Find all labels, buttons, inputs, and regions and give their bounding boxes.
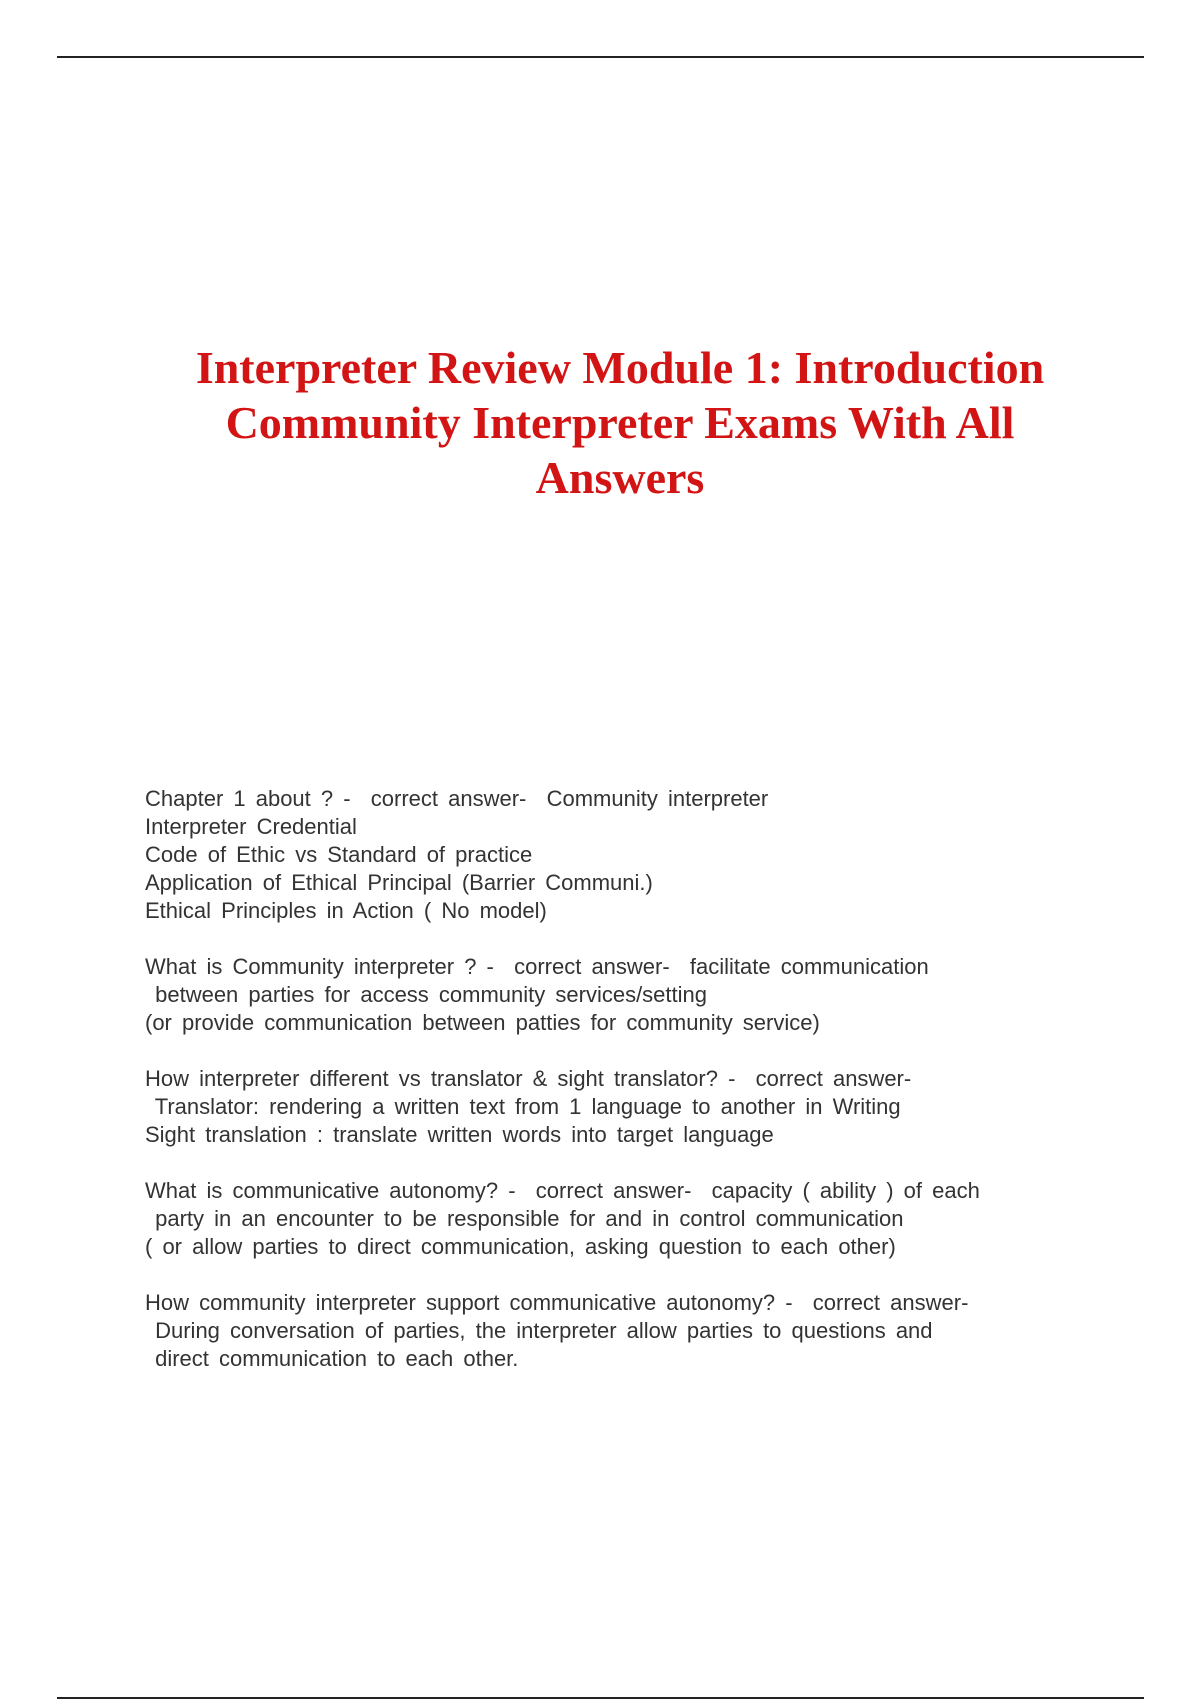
qa-line: Translator: rendering a written text from 1 language to another in Writing	[145, 1094, 901, 1119]
top-rule	[57, 56, 1144, 58]
qa-list	[145, 785, 1105, 1401]
qa-line: ( or allow parties to direct communication, asking question to each other)	[145, 1234, 896, 1259]
qa-line: Chapter 1 about ? - correct answer- Community interpreter	[145, 786, 769, 811]
qa-line: between parties for access community services/setting	[145, 982, 708, 1007]
qa-item-communicative-autonomy	[145, 1177, 1105, 1261]
document-title	[130, 340, 1110, 505]
qa-line: Application of Ethical Principal (Barrier Communi.)	[145, 870, 653, 895]
qa-item-support-autonomy	[145, 1289, 1105, 1373]
qa-line: (or provide communication between patties for community service)	[145, 1010, 820, 1035]
qa-item-chapter-1	[145, 785, 1105, 925]
title-line: Community Interpreter Exams With All	[225, 397, 1015, 448]
qa-line: Interpreter Credential	[145, 814, 357, 839]
qa-line: direct communication to each other.	[145, 1346, 519, 1371]
title-line: Interpreter Review Module 1: Introduction	[195, 342, 1045, 393]
qa-line: Ethical Principles in Action ( No model)	[145, 898, 547, 923]
qa-line: Code of Ethic vs Standard of practice	[145, 842, 533, 867]
qa-item-community-interpreter	[145, 953, 1105, 1037]
qa-line: What is communicative autonomy? - correct answer- capacity ( ability ) of each	[145, 1178, 980, 1203]
qa-line: Sight translation : translate written words into target language	[145, 1122, 774, 1147]
title-line: Answers	[535, 452, 705, 503]
bottom-rule	[57, 1697, 1144, 1699]
qa-line: How community interpreter support communicative autonomy? - correct answer-	[145, 1290, 969, 1315]
qa-item-interpreter-vs-translator	[145, 1065, 1105, 1149]
qa-line: party in an encounter to be responsible for and in control communication	[145, 1206, 904, 1231]
qa-line: How interpreter different vs translator & sight translator? - correct answer-	[145, 1066, 912, 1091]
qa-line: What is Community interpreter ? - correct answer- facilitate communication	[145, 954, 929, 979]
qa-line: During conversation of parties, the interpreter allow parties to questions and	[145, 1318, 933, 1343]
